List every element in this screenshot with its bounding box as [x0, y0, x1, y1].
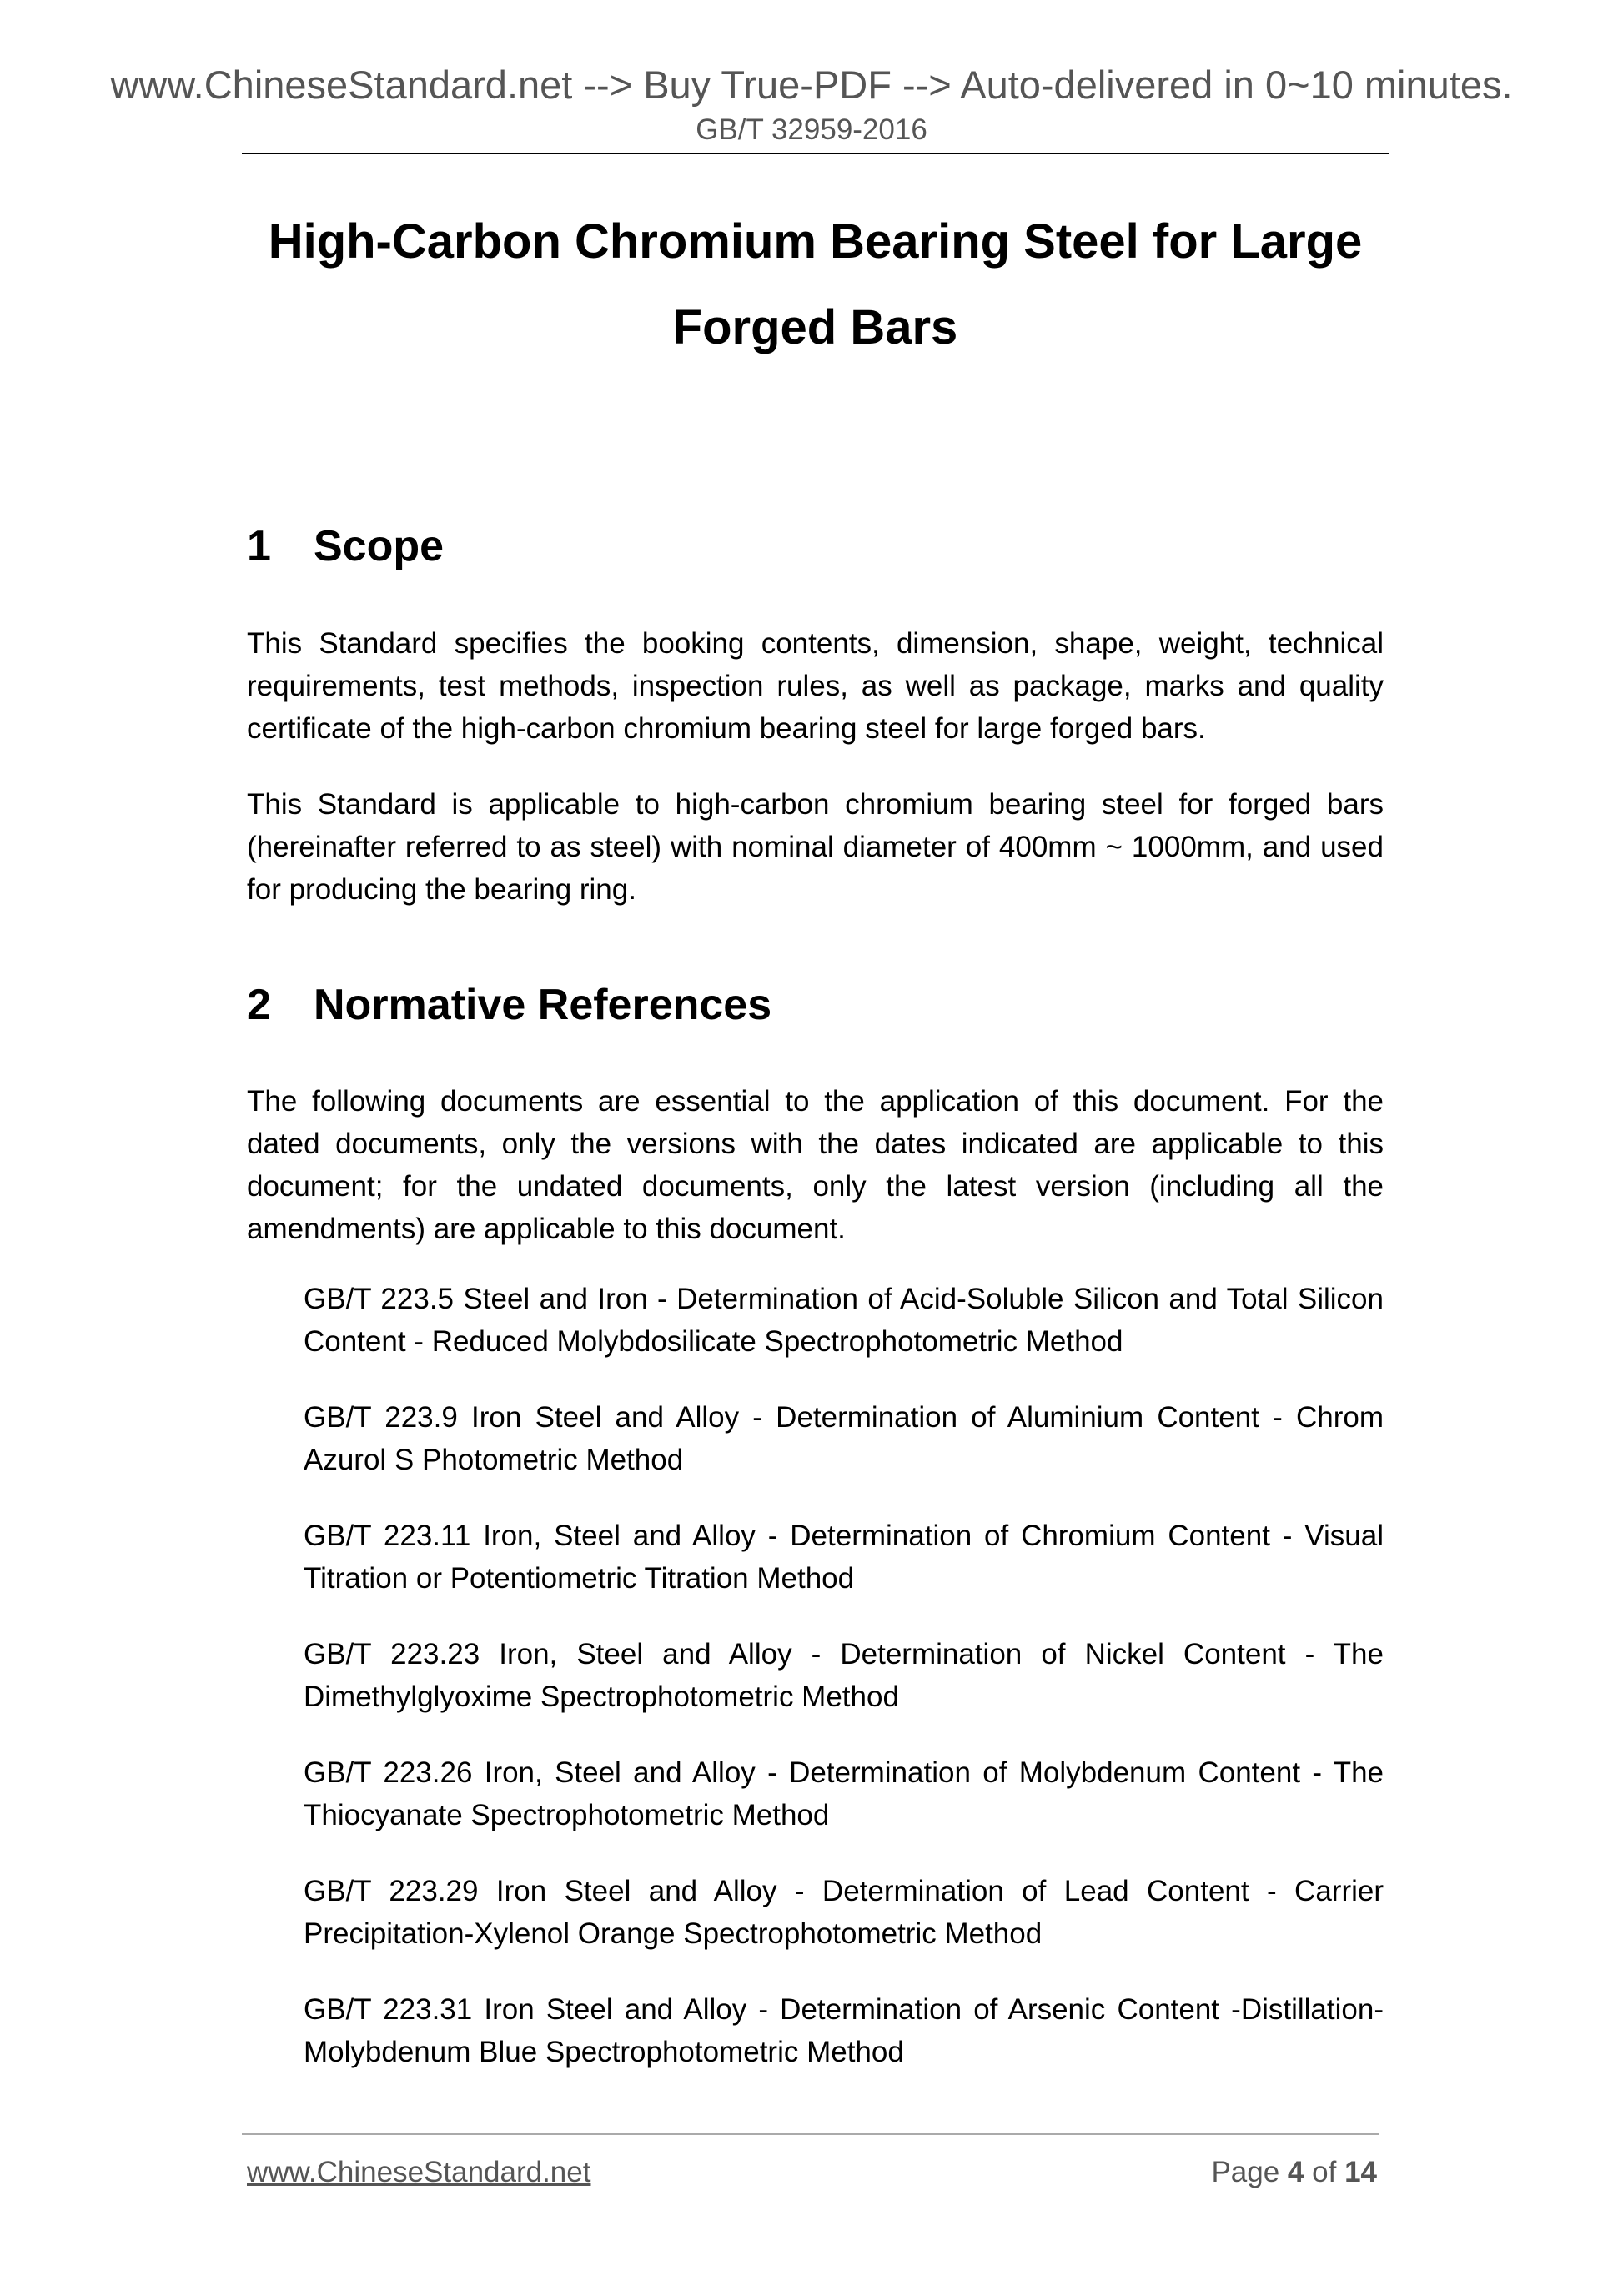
reference-item: GB/T 223.9 Iron Steel and Alloy - Determination of Aluminium Content - Chrom Azurol S Photometric Method — [304, 1401, 1384, 1476]
reference-item: GB/T 223.26 Iron, Steel and Alloy - Determination of Molybdenum Content - The Thiocyanate Spectrophotometric Method — [304, 1756, 1384, 1831]
current-page: 4 — [1287, 2156, 1304, 2188]
section-title: Scope — [314, 522, 445, 570]
reference-item: GB/T 223.29 Iron Steel and Alloy - Determination of Lead Content - Carrier Precipitation-Xylenol Orange Spectrophotometric Method — [304, 1875, 1384, 1950]
document-title — [242, 198, 1389, 370]
section-number: 1 — [247, 522, 271, 570]
page-of-label: of — [1312, 2156, 1337, 2188]
page-number — [1211, 2154, 1377, 2191]
footer-divider — [242, 2133, 1379, 2135]
section-heading-normative-references — [247, 978, 771, 1032]
header-divider — [242, 153, 1389, 154]
page-label: Page — [1211, 2156, 1280, 2188]
total-pages: 14 — [1344, 2156, 1377, 2188]
reference-item: GB/T 223.11 Iron, Steel and Alloy - Determination of Chromium Content - Visual Titration or Potentiometric Titration Method — [304, 1520, 1384, 1595]
paragraph: This Standard is applicable to high-carbon chromium bearing steel for forged bars (hereinafter referred to as steel) with nominal diameter of 400mm ~ 1000mm, and used for producing the bearing ring. — [247, 788, 1384, 906]
paragraph: The following documents are essential to the application of this document. For the dated documents, only the versions with the dates indicated are applicable to this document; for the undated documents, only the latest version (including all the amendments) are applicable to this document. — [247, 1085, 1384, 1245]
document-title-line-1: High-Carbon Chromium Bearing Steel for Large — [268, 214, 1363, 269]
document-title-line-2: Forged Bars — [672, 300, 958, 354]
paragraph: This Standard specifies the booking contents, dimension, shape, weight, technical requirements, test methods, inspection rules, as well as package, marks and quality certificate of the high-carbon chromium bearing steel for large forged bars. — [247, 627, 1384, 745]
purchase-banner: www.ChineseStandard.net --> Buy True-PDF --> Auto-delivered in 0~10 minutes. — [110, 63, 1513, 107]
reference-item: GB/T 223.31 Iron Steel and Alloy - Determination of Arsenic Content -Distillation-Molybdenum Blue Spectrophotometric Method — [304, 1993, 1384, 2068]
page-header — [0, 60, 1623, 148]
section-title: Normative References — [314, 981, 772, 1029]
reference-list — [304, 1278, 1384, 2107]
section-number: 2 — [247, 981, 271, 1029]
standard-code: GB/T 32959-2016 — [696, 113, 927, 146]
reference-item: GB/T 223.23 Iron, Steel and Alloy - Determination of Nickel Content - The Dimethylglyoxime Spectrophotometric Method — [304, 1638, 1384, 1713]
reference-item: GB/T 223.5 Steel and Iron - Determination of Acid-Soluble Silicon and Total Silicon Content - Reduced Molybdosilicate Spectrophotometric Method — [304, 1283, 1384, 1358]
footer-site-link[interactable]: www.ChineseStandard.net — [247, 2156, 591, 2188]
section-heading-scope — [247, 520, 444, 573]
